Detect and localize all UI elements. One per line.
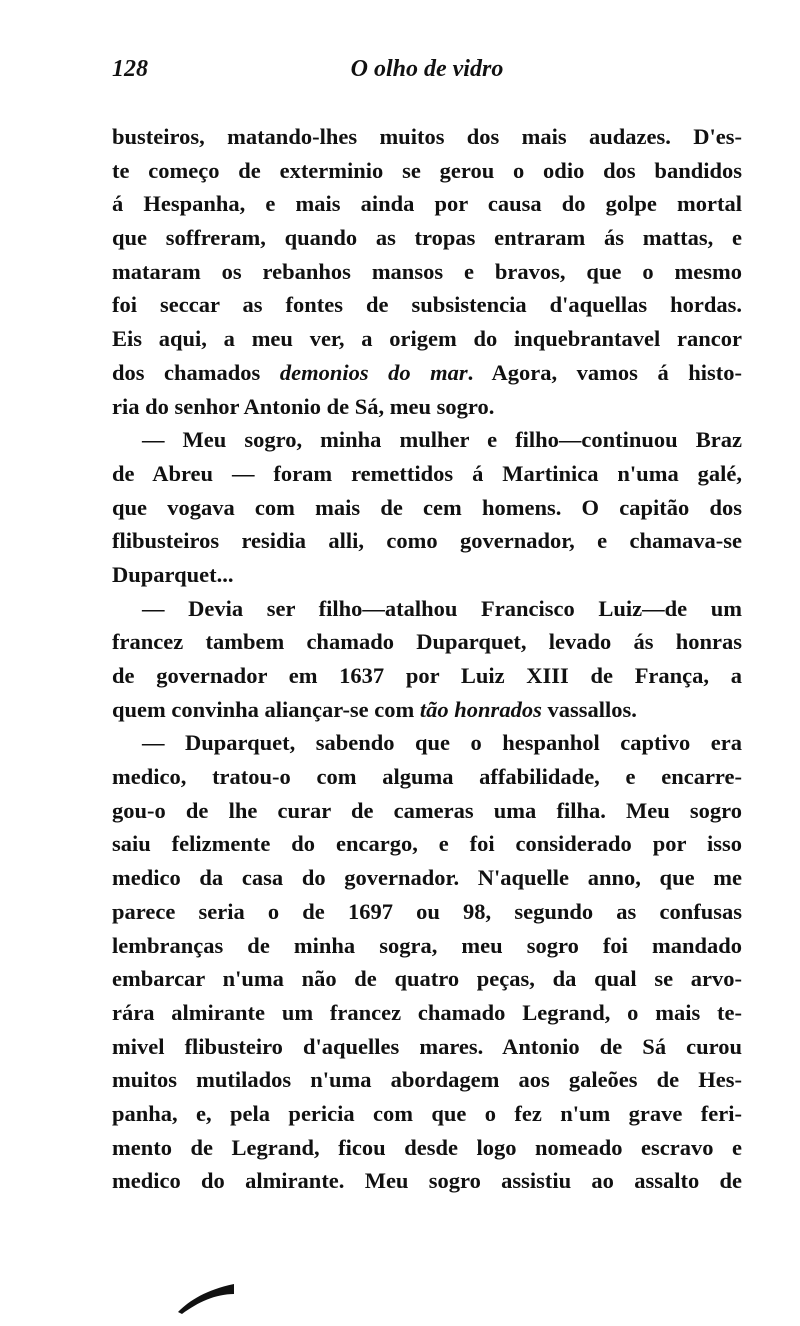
text-line: embarcar n'uma não de quatro peças, da qual se arvo- [112,966,742,992]
text-line [112,356,742,390]
text-line: francez tambem chamado Duparquet, levado ás honras [112,629,742,655]
text-line: que soffreram, quando as tropas entraram ás mattas, e [112,225,742,251]
text-line: flibusteiros residia alli, como governador, e chamava-se [112,528,742,554]
text-line: mivel flibusteiro d'aquelles mares. Antonio de Sá curou [112,1033,742,1059]
text-line: busteiros, matando-lhes muitos dos mais audazes. D'es- [112,124,742,149]
text-line: panha, e, pela pericia com que o fez n'um grave feri- [112,1100,742,1126]
text-line: te começo de exterminio se gerou o odio dos bandidos [112,157,742,183]
text-line: lembranças de minha sogra, meu sogro foi mandado [112,932,742,958]
text-line: medico, tratou-o com alguma affabilidade, e encarre- [112,764,742,790]
page-number: 128 [112,56,148,82]
text-line [112,693,742,727]
text-segment: . Agora, vamos á histo- [467,359,742,385]
text-line: que vogava com mais de cem homens. O capitão dos [112,494,742,520]
text-line: saiu felizmente do encargo, e foi considerado por isso [112,831,742,857]
text-segment: dos chamados [112,359,280,385]
text-line: de governador em 1637 por Luiz XIII de França, a [112,663,742,688]
text-line: parece seria o de 1697 ou 98, segundo as confusas [112,898,742,924]
text-line: — Duparquet, sabendo que o hespanhol captivo era [142,730,742,756]
text-line: foi seccar as fontes de subsistencia d'aquellas hordas. [112,292,742,318]
text-line: muitos mutilados n'uma abordagem aos galeões de Hes- [112,1067,742,1093]
text-segment: vassallos. [541,696,637,722]
body-text [112,120,742,1198]
text-line: rára almirante um francez chamado Legrand, o mais te- [112,999,742,1025]
text-line: de Abreu — foram remettidos á Martinica n'uma galé, [112,460,742,486]
italic-phrase: demonios do mar [279,359,468,385]
running-title: O olho de vidro [350,56,504,82]
ink-mark-icon [176,1276,236,1316]
text-line: Eis aqui, a meu ver, a origem do inquebrantavel rancor [112,326,742,352]
text-line: mento de Legrand, ficou desde logo nomeado escravo e [112,1134,742,1160]
page-header [112,56,742,96]
text-line: á Hespanha, e mais ainda por causa do golpe mortal [112,191,742,217]
italic-phrase: tão honrados [419,696,542,722]
text-line: — Devia ser filho—atalhou Francisco Luiz—de um [142,595,742,621]
text-line: gou-o de lhe curar de cameras uma filha. Meu sogro [112,797,742,823]
text-line: ria do senhor Antonio de Sá, meu sogro. [112,393,495,419]
text-line: Duparquet... [112,561,234,587]
text-segment: quem convinha aliançar-se com [112,696,420,722]
text-line: — Meu sogro, minha mulher e filho—continuou Braz [142,427,742,453]
text-line: medico da casa do governador. N'aquelle anno, que me [112,865,742,891]
text-line: medico do almirante. Meu sogro assistiu ao assalto de [112,1168,742,1194]
text-line: mataram os rebanhos mansos e bravos, que o mesmo [112,258,742,284]
